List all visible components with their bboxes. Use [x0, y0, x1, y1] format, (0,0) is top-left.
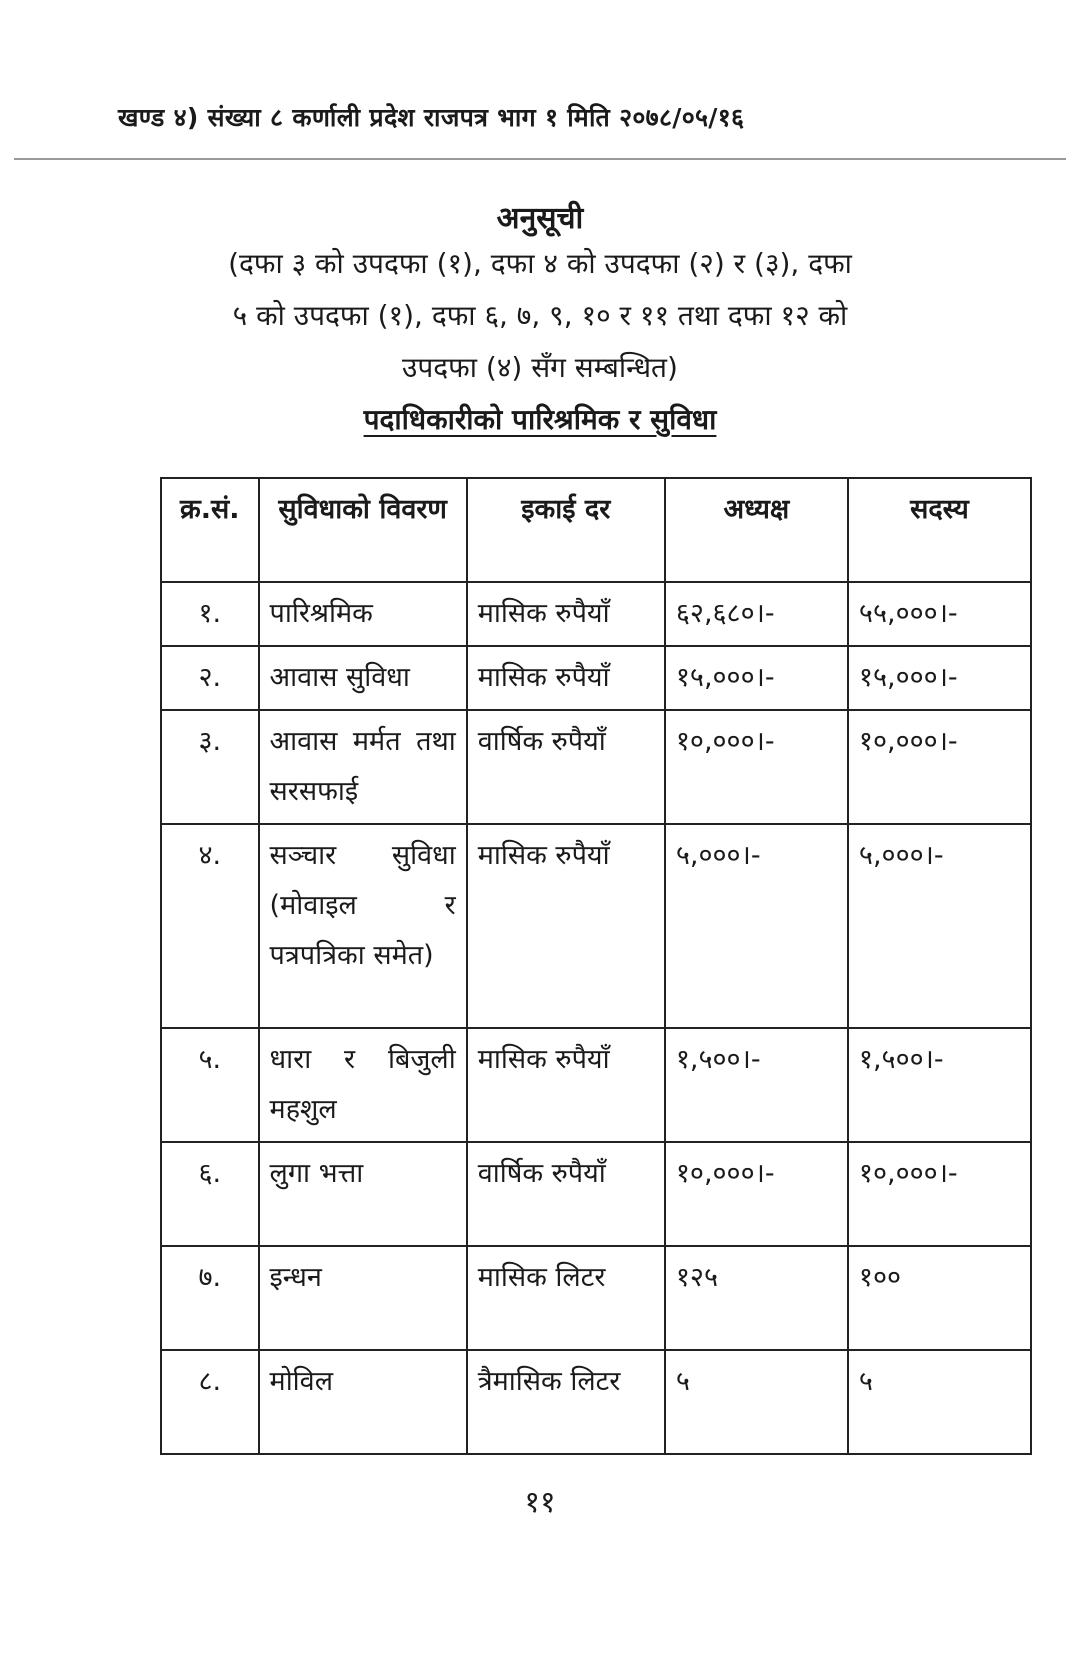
cell-member: ५५,०००।-	[848, 582, 1031, 646]
table-heading-text: पदाधिकारीको पारिश्रमिक र सुविधा	[363, 403, 717, 436]
cell-unit: मासिक लिटर	[467, 1246, 665, 1350]
page-number: ११	[524, 1485, 556, 1520]
cell-description: इन्धन	[259, 1246, 467, 1350]
col-header-description: सुविधाको विवरण	[259, 478, 467, 582]
cell-member: १००	[848, 1246, 1031, 1350]
cell-chair: १५,०००।-	[665, 646, 848, 710]
cell-chair: १०,०००।-	[665, 1142, 848, 1246]
table-heading	[0, 400, 1080, 438]
schedule-title: अनुसूची	[496, 201, 584, 236]
cell-member: १०,०००।-	[848, 710, 1031, 824]
cell-sn: ६.	[161, 1142, 259, 1246]
table-row	[161, 710, 1031, 824]
table-row	[161, 646, 1031, 710]
cell-member: १०,०००।-	[848, 1142, 1031, 1246]
cell-unit: वार्षिक रुपैयाँ	[467, 1142, 665, 1246]
col-header-unit: इकाई दर	[467, 478, 665, 582]
cell-sn: १.	[161, 582, 259, 646]
table-header-row	[161, 478, 1031, 582]
cell-unit: वार्षिक रुपैयाँ	[467, 710, 665, 824]
cell-member: १५,०००।-	[848, 646, 1031, 710]
cell-chair: १०,०००।-	[665, 710, 848, 824]
cell-unit: मासिक रुपैयाँ	[467, 824, 665, 1028]
cell-description: आवास सुविधा	[259, 646, 467, 710]
table-row	[161, 582, 1031, 646]
table-row	[161, 1350, 1031, 1454]
cell-description: आवास मर्मत तथा सरसफाई	[259, 710, 467, 824]
cell-member: ५	[848, 1350, 1031, 1454]
col-header-sn: क्र.सं.	[161, 478, 259, 582]
reference-line-1: (दफा ३ को उपदफा (१), दफा ४ को उपदफा (२) र (३), दफा	[228, 247, 852, 280]
remuneration-table	[160, 477, 1032, 1455]
cell-chair: १,५००।-	[665, 1028, 848, 1142]
reference-line-3: उपदफा (४) सँग सम्बन्धित)	[402, 351, 678, 384]
header-divider	[14, 158, 1066, 160]
running-head: खण्ड ४) संख्या ८ कर्णाली प्रदेश राजपत्र भाग १ मिति २०७८/०५/१६	[118, 103, 745, 132]
cell-unit: मासिक रुपैयाँ	[467, 646, 665, 710]
col-header-chair: अध्यक्ष	[665, 478, 848, 582]
table-row	[161, 824, 1031, 1028]
cell-sn: ८.	[161, 1350, 259, 1454]
cell-unit: त्रैमासिक लिटर	[467, 1350, 665, 1454]
table-row	[161, 1142, 1031, 1246]
reference-line-2: ५ को उपदफा (१), दफा ६, ७, ९, १० र ११ तथा दफा १२ को	[232, 299, 848, 332]
cell-description: धारा र बिजुली महशुल	[259, 1028, 467, 1142]
cell-sn: ४.	[161, 824, 259, 1028]
cell-description: सञ्चार सुविधा (मोवाइल र पत्रपत्रिका समेत)	[259, 824, 467, 1028]
cell-description: लुगा भत्ता	[259, 1142, 467, 1246]
cell-description: मोविल	[259, 1350, 467, 1454]
cell-chair: ५	[665, 1350, 848, 1454]
cell-sn: ५.	[161, 1028, 259, 1142]
cell-sn: २.	[161, 646, 259, 710]
table-row	[161, 1246, 1031, 1350]
col-header-member: सदस्य	[848, 478, 1031, 582]
cell-member: ५,०००।-	[848, 824, 1031, 1028]
cell-sn: ७.	[161, 1246, 259, 1350]
cell-unit: मासिक रुपैयाँ	[467, 1028, 665, 1142]
cell-chair: ६२,६८०।-	[665, 582, 848, 646]
cell-description: पारिश्रमिक	[259, 582, 467, 646]
cell-unit: मासिक रुपैयाँ	[467, 582, 665, 646]
table-row	[161, 1028, 1031, 1142]
cell-chair: ५,०००।-	[665, 824, 848, 1028]
cell-chair: १२५	[665, 1246, 848, 1350]
cell-sn: ३.	[161, 710, 259, 824]
cell-member: १,५००।-	[848, 1028, 1031, 1142]
